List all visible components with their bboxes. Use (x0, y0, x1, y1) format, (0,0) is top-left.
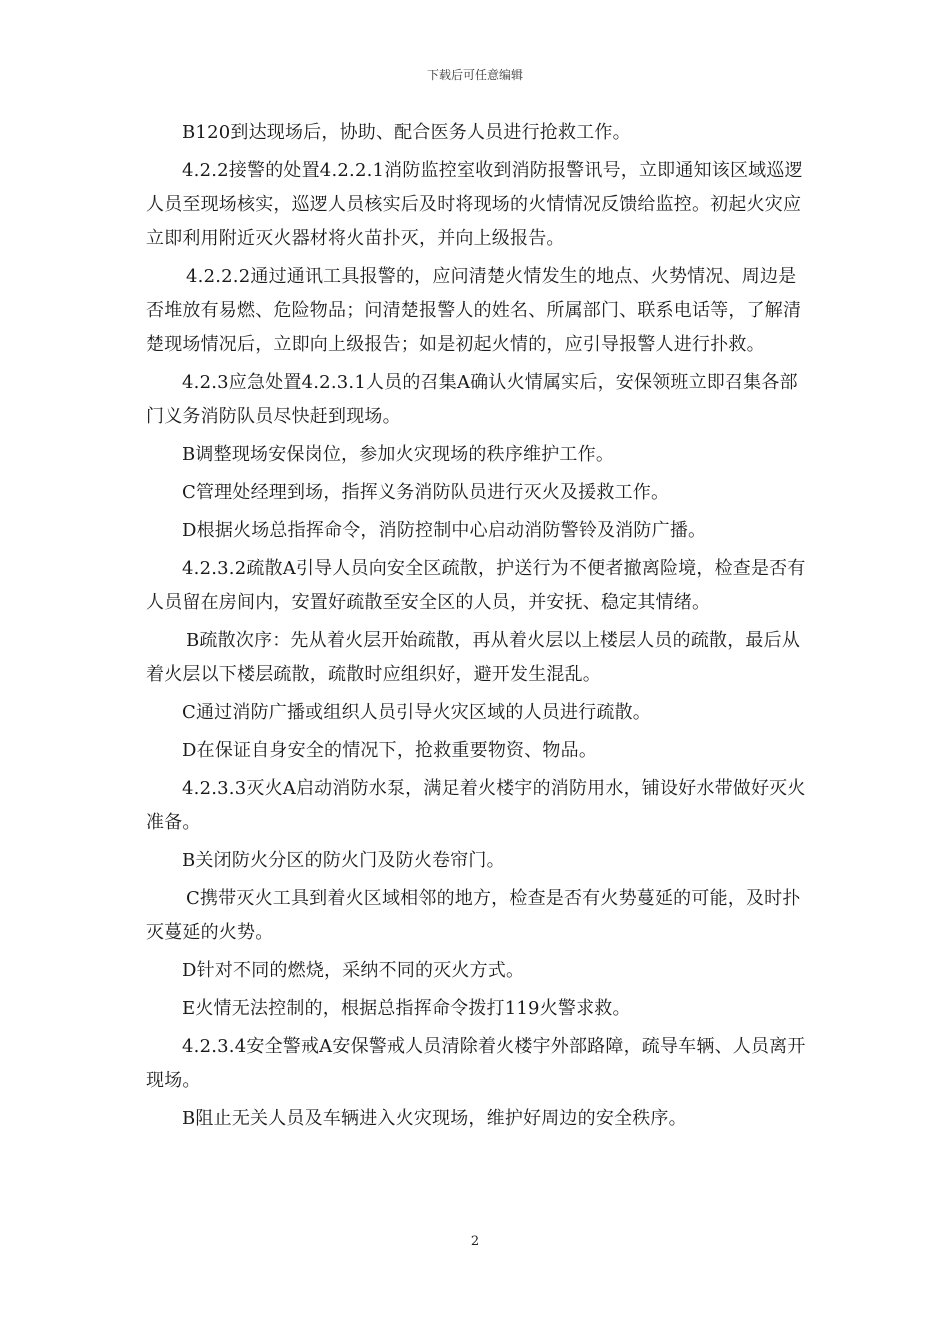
paragraph-16: E火情无法控制的，根据总指挥命令拨打119火警求救。 (182, 998, 631, 1019)
page-header: 下载后可任意编辑 (426, 68, 523, 82)
document-body (146, 116, 810, 1140)
paragraph-4: 4.2.3应急处置4.2.3.1人员的召集A确认火情属实后，安保领班立即召集各部门义务消防队员尽快赶到现场。 (146, 372, 798, 427)
paragraph-1: B120到达现场后，协助、配合医务人员进行抢救工作。 (182, 122, 631, 143)
paragraph-15: D针对不同的燃烧，采纳不同的灭火方式。 (182, 960, 525, 981)
paragraph-3: 4.2.2.2通过通讯工具报警的，应问清楚火情发生的地点、火势情况、周边是否堆放有易燃、危险物品；问清楚报警人的姓名、所属部门、联系电话等，了解清楚现场情况后，立即向上级报告；如是初起火情的，应引导报警人进行扑救。 (146, 266, 802, 355)
paragraph-5: B调整现场安保岗位，参加火灾现场的秩序维护工作。 (182, 444, 615, 465)
paragraph-14: C携带灭火工具到着火区域相邻的地方，检查是否有火势蔓延的可能，及时扑灭蔓延的火势。 (146, 888, 801, 943)
paragraph-10: C通过消防广播或组织人员引导火灾区域的人员进行疏散。 (182, 702, 651, 723)
paragraph-2: 4.2.2接警的处置4.2.2.1消防监控室收到消防报警讯号，立即通知该区域巡逻人员至现场核实，巡逻人员核实后及时将现场的火情情况反馈给监控。初起火灾应立即利用附近灭火器材将火苗扑灭，并向上级报告。 (146, 160, 803, 249)
paragraph-18: B阻止无关人员及车辆进入火灾现场，维护好周边的安全秩序。 (182, 1108, 687, 1129)
paragraph-7: D根据火场总指挥命令，消防控制中心启动消防警铃及消防广播。 (182, 520, 707, 541)
paragraph-6: C管理处经理到场，指挥义务消防队员进行灭火及援救工作。 (182, 482, 670, 503)
page-number: 2 (470, 1234, 480, 1249)
paragraph-8: 4.2.3.2疏散A引导人员向安全区疏散，护送行为不便者撤离险境，检查是否有人员留在房间内，安置好疏散至安全区的人员，并安抚、稳定其情绪。 (146, 558, 806, 613)
paragraph-9: B疏散次序：先从着火层开始疏散，再从着火层以上楼层人员的疏散，最后从着火层以下楼层疏散，疏散时应组织好，避开发生混乱。 (146, 630, 801, 685)
paragraph-12: 4.2.3.3灭火A启动消防水泵，满足着火楼宇的消防用水，铺设好水带做好灭火准备。 (146, 778, 806, 833)
paragraph-13: B关闭防火分区的防火门及防火卷帘门。 (182, 850, 505, 871)
paragraph-11: D在保证自身安全的情况下，抢救重要物资、物品。 (182, 740, 598, 761)
paragraph-17: 4.2.3.4安全警戒A安保警戒人员清除着火楼宇外部路障，疏导车辆、人员离开现场。 (146, 1036, 806, 1091)
